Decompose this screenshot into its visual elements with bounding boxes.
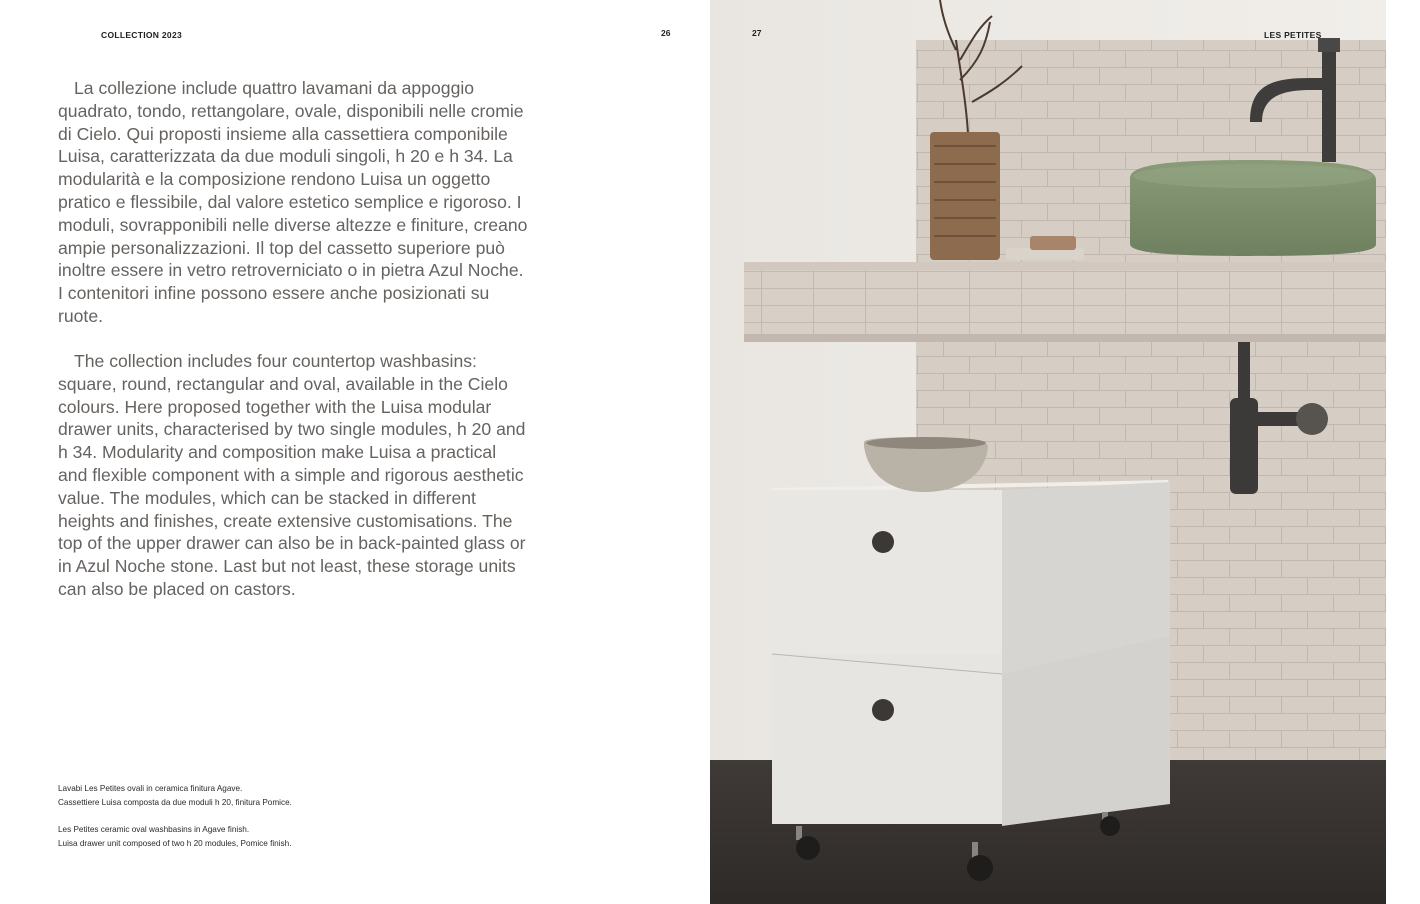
tiled-shelf <box>744 268 1386 342</box>
page-margin-strip <box>1386 0 1420 904</box>
page-number-right: 27 <box>752 28 762 38</box>
caption-english <box>58 823 291 850</box>
vase <box>930 132 1000 260</box>
drawer-lower <box>772 654 1002 824</box>
drawer-handle-hole <box>872 699 894 721</box>
running-head-right: LES PETITES <box>1264 30 1322 40</box>
drawer-upper <box>772 490 1002 674</box>
drawer-handle-hole <box>872 531 894 553</box>
body-text-english-content: The collection includes four countertop washbasins: square, round, rectangular and oval, available in the Cielo colours. Here proposed together with the Luisa modular drawer units, characterised by two single modules, h 20 and h 34. Modularity and composition make Luisa a practical and flexible component with a simple and rigorous aesthetic value. The modules, which can be stacked in different heights and finishes, create extensive customisations. The top of the upper drawer can also be in back-painted glass or in Azul Noche stone. Last but not least, these storage units can also be placed on castors. <box>58 351 526 599</box>
faucet-body <box>1322 44 1336 162</box>
body-text-english <box>58 350 528 601</box>
caption-line: Luisa drawer unit composed of two h 20 modules, Pomice finish. <box>58 838 292 848</box>
right-page <box>710 0 1420 904</box>
caption-line: Cassettiere Luisa composta da due moduli h 20, finitura Pomice. <box>58 797 292 807</box>
caption-line: Les Petites ceramic oval washbasins in Agave finish. <box>58 825 250 834</box>
body-text-italian <box>58 77 528 328</box>
page-number-left: 26 <box>661 28 671 38</box>
running-head-left: COLLECTION 2023 <box>101 30 183 40</box>
caption-line: Lavabi Les Petites ovali in ceramica finitura Agave. <box>58 784 243 793</box>
bathroom-photo <box>710 0 1386 904</box>
body-text-italian-content: La collezione include quattro lavamani da appoggio quadrato, tondo, rettangolare, ovale, disponibili nelle cromie di Cielo. Qui proposti insieme alla cassettiera componibile Luisa, caratterizzata da due moduli singoli, h 20 e h 34. La modularità e la composizione rendono Luisa un oggetto pratico e flessibile, dal valore estetico semplice e rigoroso. I moduli, sovrapponibili nelle diverse altezze e finiture, creano ampie personalizzazioni. Il top del cassetto superiore può inoltre essere in vetro retroverniciato o in pietra Azul Noche. I contenitori infine possono essere anche posizionati su ruote. <box>58 78 528 326</box>
caption-italian <box>58 782 292 809</box>
soap-bar <box>1030 236 1076 250</box>
bathroom-scene <box>710 0 1386 904</box>
drain-pipe <box>1238 342 1250 400</box>
